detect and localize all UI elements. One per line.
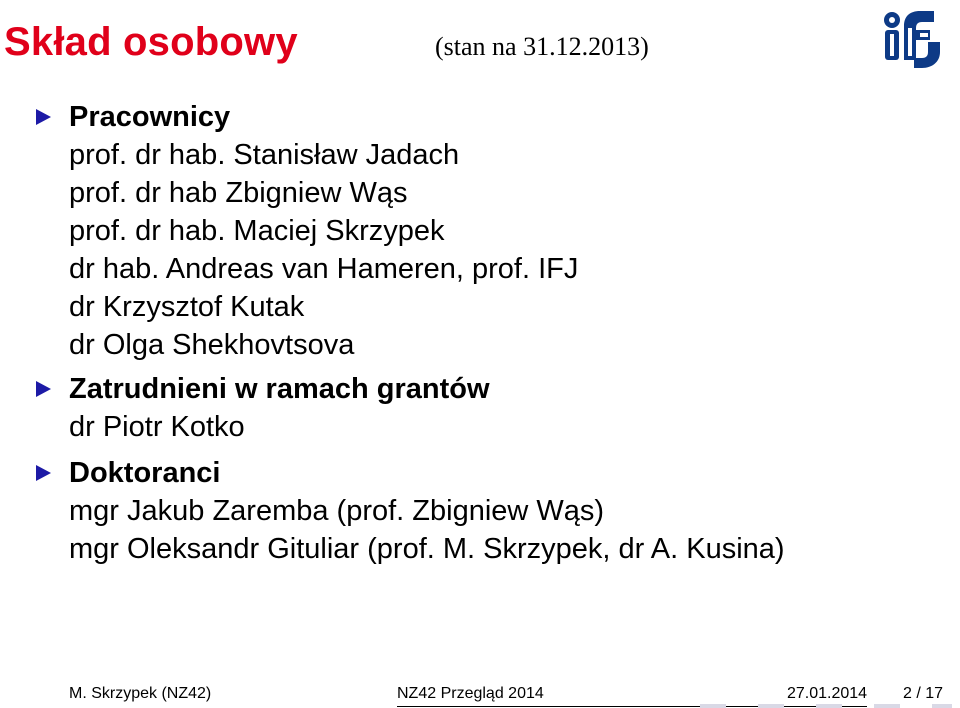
footer-date: 27.01.2014 <box>787 685 868 702</box>
list-item: prof. dr hab. Stanisław Jadach <box>69 139 460 171</box>
slide-subtitle: (stan na 31.12.2013) <box>435 32 649 61</box>
list-item: dr Olga Shekhovtsova <box>69 329 355 361</box>
list-item: mgr Oleksandr Gituliar (prof. M. Skrzypek, dr A. Kusina) <box>69 533 785 565</box>
section-header <box>0 370 490 408</box>
ifj-logo-icon <box>880 6 944 68</box>
list-item: mgr Jakub Zaremba (prof. Zbigniew Wąs) <box>69 495 605 527</box>
list-item: dr Piotr Kotko <box>69 411 245 443</box>
section-label: Zatrudnieni w ramach grantów <box>69 373 490 405</box>
bullet-arrow-icon <box>36 465 51 481</box>
list-item: dr Krzysztof Kutak <box>69 291 305 323</box>
section-granty <box>0 370 490 446</box>
list-item: prof. dr hab Zbigniew Wąs <box>69 177 408 209</box>
footer-talk-title: NZ42 Przegląd 2014 <box>397 685 544 702</box>
bullet-arrow-icon <box>36 381 51 397</box>
list-item: dr hab. Andreas van Hameren, prof. IFJ <box>69 253 579 285</box>
section-header <box>0 454 785 492</box>
section-label: Doktoranci <box>69 457 221 489</box>
section-label: Pracownicy <box>69 101 231 133</box>
beamer-navigation-icons[interactable] <box>700 704 952 708</box>
footer-page-number: 2 / 17 <box>903 685 944 702</box>
section-pracownicy <box>0 98 578 364</box>
section-doktoranci <box>0 454 785 568</box>
section-header <box>0 98 578 136</box>
slide-title: Skład osobowy <box>4 20 298 64</box>
footer-author: M. Skrzypek (NZ42) <box>69 685 212 702</box>
bullet-arrow-icon <box>36 109 51 125</box>
list-item: prof. dr hab. Maciej Skrzypek <box>69 215 445 247</box>
